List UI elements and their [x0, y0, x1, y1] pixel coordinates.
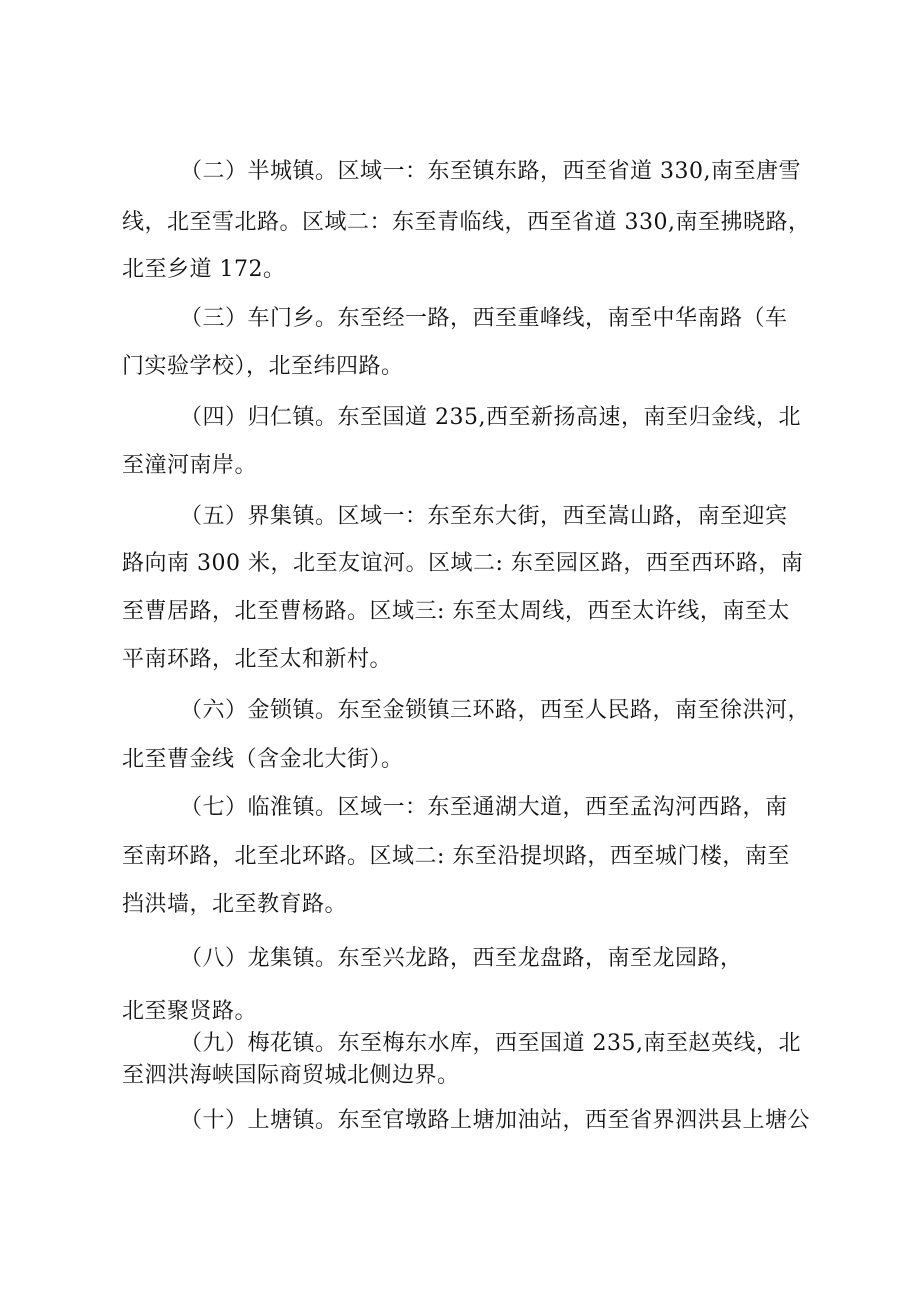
- paragraph-line: （三）车门乡。东至经一路，西至重峰线，南至中华南路（车: [180, 306, 788, 331]
- paragraph-line: （六）金锁镇。东至金锁镇三环路，西至人民路，南至徐洪河，: [180, 698, 811, 723]
- paragraph-line: （十）上塘镇。东至官墩路上塘加油站，西至省界泗洪县上塘公: [180, 1108, 811, 1133]
- paragraph-line: 平南环路，北至太和新村。: [122, 647, 393, 672]
- paragraph-line: （八）龙集镇。东至兴龙路，西至龙盘路，南至龙园路，: [180, 946, 743, 971]
- paragraph-line: 北至聚贤路。: [122, 999, 258, 1024]
- paragraph-line: 门实验学校），北至纬四路。: [122, 354, 404, 379]
- paragraph-line: （二）半城镇。区域一：东至镇东路，西至省道 330,南至唐雪: [180, 159, 801, 184]
- paragraph-line: 至曹居路，北至曹杨路。区域三: 东至太周线，西至太许线，南至太: [122, 599, 790, 624]
- paragraph-line: 线，北至雪北路。区域二：东至青临线，西至省道 330,南至拂晓路，: [122, 210, 811, 235]
- paragraph-line: （九）梅花镇。东至梅东水库，西至国道 235,南至赵英线，北: [180, 1031, 801, 1056]
- paragraph-line: （七）临淮镇。区域一：东至通湖大道，西至孟沟河西路，南: [180, 795, 788, 820]
- paragraph-line: （五）界集镇。区域一：东至东大街，西至嵩山路，南至迎宾: [180, 504, 788, 529]
- paragraph-line: 至泗洪海峡国际商贸城北侧边界。: [122, 1063, 460, 1088]
- paragraph-line: 挡洪墙，北至教育路。: [122, 892, 348, 917]
- paragraph-line: 路向南 300 米，北至友谊河。区域二: 东至园区路，西至西环路，南: [122, 551, 804, 576]
- paragraph-line: 北至曹金线（含金北大街）。: [122, 747, 404, 772]
- paragraph-line: 至潼河南岸。: [122, 453, 258, 478]
- paragraph-line: （四）归仁镇。东至国道 235,西至新扬高速，南至归金线，北: [180, 405, 801, 430]
- paragraph-line: 至南环路，北至北环路。区域二: 东至沿提坝路，西至城门楼，南至: [122, 844, 790, 869]
- paragraph-line: 北至乡道 172。: [122, 257, 286, 282]
